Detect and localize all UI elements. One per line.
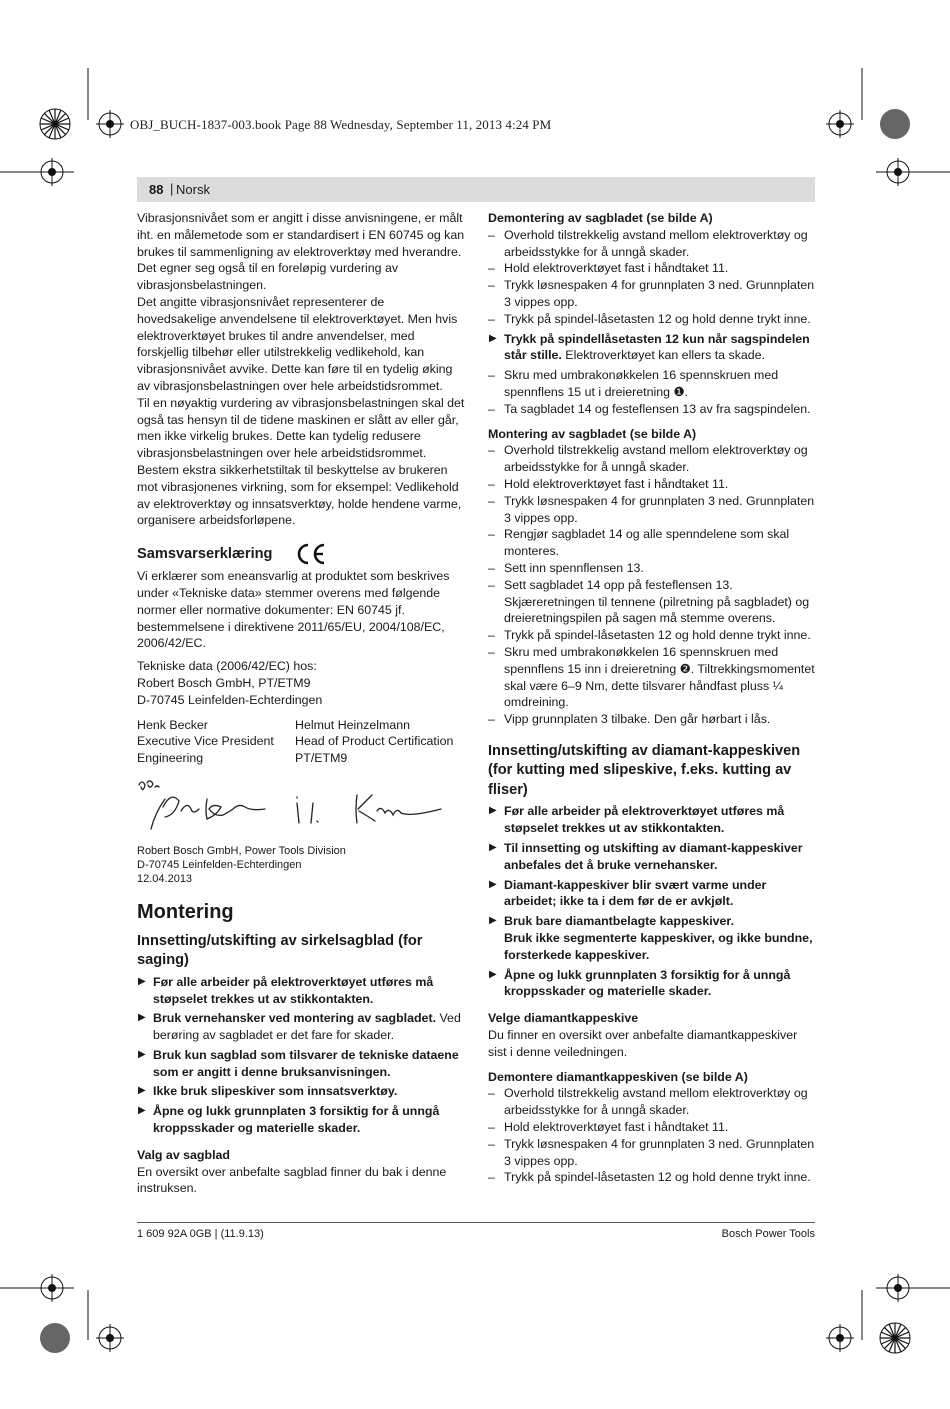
- step-item: – Hold elektroverktøyet fast i håndtaket 11.: [488, 261, 729, 276]
- arrow-icon: ▶: [138, 1012, 146, 1024]
- arrow-icon: ▶: [489, 332, 497, 344]
- warning-item: ▶ Diamant-kappeskiver blir svært varme under arbeidet; ikke ta i dem før de er avkjølt.: [489, 877, 767, 909]
- vibration-paragraph-2: Det angitte vibrasjonsnivået representerer de hovedsakelige anvendelsene til elektroverktøyet. Men hvis elektroverktøyet brukes til andre anvendelser, med forskjellig tilbehør eller utilstrekkelig vedlikehold, kan vibrasjonsnivået avvike. Dette kan føre til en tydelig øking av vibrasjonsbelastningen over hele arbeidstidsrommet.: [137, 294, 458, 393]
- diamond-heading: Innsetting/utskifting av diamant-kappeskiven (for kutting med slipeskive, f.eks. kutting av fliser): [488, 742, 801, 798]
- saw-blade-heading: Innsetting/utskifting av sirkelsagblad (for saging): [137, 932, 423, 969]
- step-item: – Ta sagbladet 14 og festeflensen 13 av fra sagspindelen.: [488, 401, 811, 416]
- step-item: – Trykk løsnespaken 4 for grunnplaten 3 ned. Grunnplaten 3 vippes opp.: [488, 278, 815, 309]
- step-item: – Sett sagbladet 14 opp på festeflensen 13. Skjæreretningen til tennene (pilretning på sagbladet) og dreieretningspilen på sagen må stemme overens.: [488, 577, 810, 626]
- arrow-icon: ▶: [138, 1105, 146, 1117]
- arrow-icon: ▶: [489, 968, 497, 980]
- warning-item: ▶ Før alle arbeider på elektroverktøyet utføres må støpselet trekkes ut av stikkontakten.: [138, 974, 434, 1006]
- company-date: 12.04.2013: [137, 872, 193, 885]
- footer-brand: Bosch Power Tools: [721, 1228, 815, 1240]
- signer-2-name: Helmut Heinzelmann: [295, 717, 411, 732]
- arrow-icon: ▶: [138, 1085, 146, 1097]
- step-item: – Trykk løsnespaken 4 for grunnplaten 3 ned. Grunnplaten 3 vippes opp.: [488, 493, 815, 525]
- arrow-icon: ▶: [489, 842, 497, 853]
- signatories: [137, 717, 465, 767]
- company-line-1: Robert Bosch GmbH, Power Tools Division: [137, 844, 346, 857]
- mount-title: Montering av sagbladet (se bilde A): [488, 426, 697, 441]
- step-item: – Trykk på spindel-låsetasten 12 og hold denne trykt inne.: [488, 311, 811, 326]
- step-item: – Trykk løsnespaken 4 for grunnplaten 3 ned. Grunnplaten 3 vippes opp.: [488, 1136, 815, 1168]
- step-item: – Hold elektroverktøyet fast i håndtaket 11.: [488, 476, 729, 491]
- signer-1-name: Henk Becker: [137, 717, 208, 732]
- step-item: – Vipp grunnplaten 3 tilbake. Den går hørbart i lås.: [488, 712, 771, 727]
- dismount-diamond-title: Demontere diamantkappeskiven (se bilde A): [488, 1069, 748, 1084]
- step-item: – Sett inn spennflensen 13.: [488, 560, 644, 575]
- warning-item: ▶ Bruk kun sagblad som tilsvarer de tekniske dataene som er angitt i denne bruksanvisningen.: [138, 1047, 459, 1079]
- step-item: – Skru med umbrakonøkkelen 16 spennskruen med spennflens 15 ut i dreieretning ❶.: [488, 368, 779, 399]
- step-item: – Overhold tilstrekkelig avstand mellom elektroverktøy og arbeidsstykke for å unngå skader.: [488, 1086, 808, 1118]
- arrow-icon: ▶: [489, 805, 497, 817]
- header-separator: |: [170, 181, 174, 196]
- signatures-image: [137, 777, 447, 831]
- conformity-title: Samsvarserklæring: [137, 546, 273, 562]
- step-item: – Trykk på spindel-låsetasten 12 og hold denne trykt inne.: [488, 1170, 811, 1185]
- choose-blade-text: En oversikt over anbefalte sagblad finner du bak i denne instruksen.: [137, 1164, 447, 1196]
- tech-file-line-2: Robert Bosch GmbH, PT/ETM9: [137, 675, 311, 690]
- language-label: Norsk: [176, 182, 210, 197]
- company-line-2: D-70745 Leinfelden-Echterdingen: [137, 858, 302, 871]
- vibration-paragraph-3: Til en nøyaktig vurdering av vibrasjonsbelastningen skal det også tas hensyn til de tidene maskinen er slått av eller går, men ikke virkelig brukes. Dette kan tydelig redusere vibrasjonsbelastningen over hele arbeidstidsrommet.: [137, 395, 465, 461]
- step-item: – Rengjør sagbladet 14 og alle spenndelene som skal monteres.: [488, 527, 790, 559]
- vibration-paragraph-1: Vibrasjonsnivået som er angitt i disse anvisningene, er målt iht. en målemetode som er standardisert i EN 60745 og kan brukes til sammenligning av elektroverktøy med hverandre. Det egner seg også til en foreløpig vurdering av vibrasjonsbelastningen.: [137, 211, 465, 293]
- choose-diamond-text: Du finner en oversikt over anbefalte diamantkappeskiver sist i denne veiledningen.: [488, 1027, 798, 1059]
- saw-warnings-list: [137, 974, 465, 1137]
- warning-item: ▶ Før alle arbeider på elektroverktøyet utføres må støpselet trekkes ut av stikkontakten.: [489, 804, 785, 836]
- step-item: – Overhold tilstrekkelig avstand mellom elektroverktøy og arbeidsstykke for å unngå skader.: [488, 443, 808, 475]
- dismount-title: Demontering av sagbladet (se bilde A): [488, 211, 713, 225]
- print-slug: OBJ_BUCH-1837-003.book Page 88 Wednesday, September 11, 2013 4:24 PM: [130, 117, 552, 132]
- footer-doc-number: 1 609 92A 0GB | (11.9.13): [137, 1228, 264, 1240]
- warning-item: ▶ Bruk vernehansker ved montering av sagbladet. Ved berøring av sagbladet er det fare for skader.: [138, 1011, 461, 1043]
- arrow-icon: ▶: [489, 878, 497, 890]
- signer-1-title-1: Executive Vice President: [137, 734, 274, 749]
- warning-item: ▶ Til innsetting og utskifting av diamant-kappeskiver anbefales det å bruke vernehansker.: [489, 841, 803, 872]
- signer-1-title-2: Engineering: [137, 751, 204, 766]
- company-block: [137, 844, 465, 886]
- arrow-icon: ▶: [138, 1048, 146, 1060]
- arrow-icon: ▶: [489, 915, 497, 927]
- step-item: – Hold elektroverktøyet fast i håndtaket 11.: [488, 1119, 729, 1134]
- ce-mark-icon: [295, 543, 327, 565]
- warning-item: ▶ Bruk bare diamantbelagte kappeskiver. Bruk ikke segmenterte kappeskiver, og ikke bundne, forsterkede kappeskiver.: [489, 914, 813, 962]
- step-item: – Skru med umbrakonøkkelen 16 spennskruen med spennflens 15 inn i dreieretning ❷. Tiltrekkingsmomentet skal være 6–9 Nm, dette tilsvarer håndfast pluss ¼ omdreining.: [488, 644, 815, 710]
- conformity-text: Vi erklærer som eneansvarlig at produktet som beskrives under «Tekniske data» stemmer overens med følgende normer eller normative dokumenter: EN 60745 jf. bestemmelsene i direktivene 2011/65/EU, 2004/108/EC, 2006/42/EC.: [137, 569, 450, 651]
- page-number: 88: [149, 182, 164, 197]
- tech-file-line-3: D-70745 Leinfelden-Echterdingen: [137, 692, 323, 707]
- warning-item: ▶ Trykk på spindellåsetasten 12 kun når sagspindelen står stille. Elektroverktøyet kan ellers ta skade.: [489, 331, 810, 363]
- left-column: [137, 210, 465, 1197]
- step-item: – Overhold tilstrekkelig avstand mellom elektroverktøy og arbeidsstykke for å unngå skader.: [488, 227, 808, 259]
- right-column: [488, 210, 816, 1186]
- footer-rule: [137, 1222, 815, 1223]
- page-header-bar: [137, 177, 815, 202]
- vibration-paragraph-4: Bestem ekstra sikkerhetstiltak til beskyttelse av brukeren mot vibrasjonenes virkning, som for eksempel: Vedlikehold av elektroverktøy og innsatsverktøy, holde hendene varme, organisere arbeidsforløpene.: [137, 462, 462, 528]
- signer-2-title-1: Head of Product Certification: [295, 734, 454, 749]
- choose-diamond-title: Velge diamantkappeskive: [488, 1011, 639, 1026]
- conformity-heading: [137, 543, 465, 565]
- warning-item: ▶ Ikke bruk slipeskiver som innsatsverktøy.: [138, 1084, 398, 1099]
- montering-heading: Montering: [137, 900, 234, 923]
- warning-item: ▶ Åpne og lukk grunnplaten 3 forsiktig for å unngå kroppsskader og materielle skader.: [489, 967, 791, 999]
- warning-item: ▶ Åpne og lukk grunnplaten 3 forsiktig for å unngå kroppsskader og materielle skader.: [138, 1104, 440, 1136]
- tech-file-line-1: Tekniske data (2006/42/EC) hos:: [137, 659, 317, 674]
- arrow-icon: ▶: [138, 975, 146, 987]
- signer-2-title-2: PT/ETM9: [295, 751, 348, 766]
- step-item: – Trykk på spindel-låsetasten 12 og hold denne trykt inne.: [488, 628, 811, 643]
- choose-blade-title: Valg av sagblad: [137, 1147, 230, 1162]
